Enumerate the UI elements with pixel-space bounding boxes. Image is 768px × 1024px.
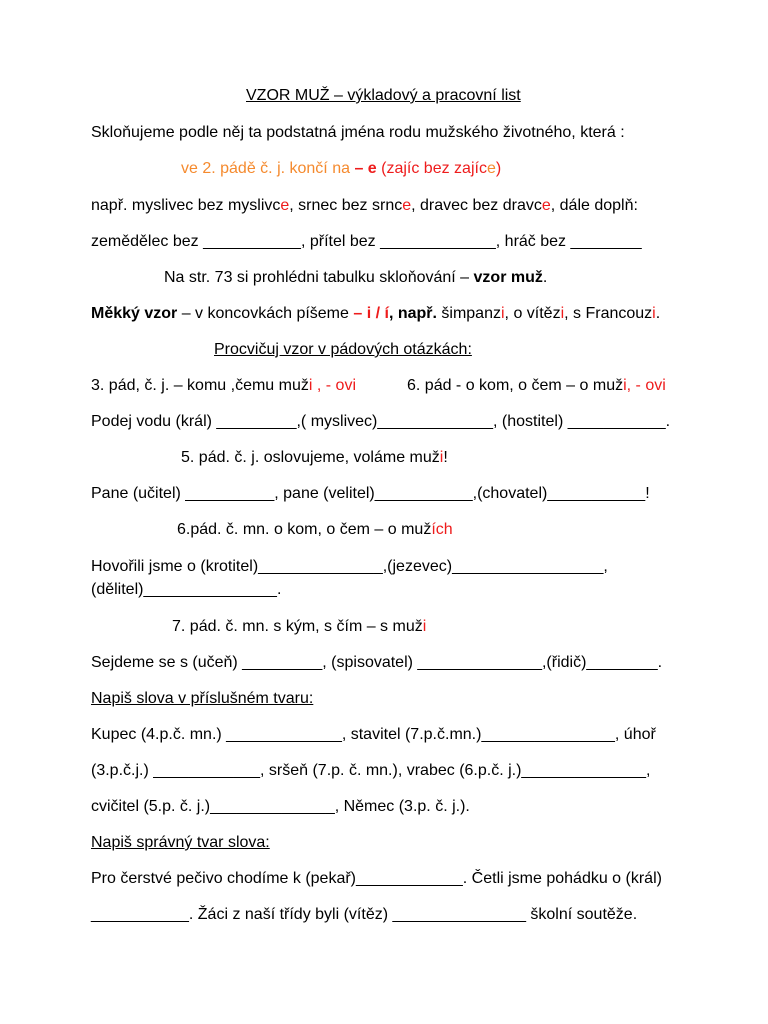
table-note-end: . [542,269,548,286]
task-correct-form-line-1[interactable]: Pro čerstvé pečivo chodíme k (pekař)____________. Četli jsme pohádku o (král) [91,870,662,887]
soft-example: , s Francouz [564,305,653,322]
table-note [164,268,547,288]
task-forms-line-1[interactable]: Kupec (4.p.č. mn.) _____________, stavitel (7.p.č.mn.)_______________, úhoř [91,726,656,743]
soft-example: , o vítěz [504,305,561,322]
case-7-plural-text: 7. pád. č. mn. s kým, s čím – s muž [172,618,423,635]
rule-text: ve 2. pádě č. j. končí na [181,160,355,177]
task-forms-line-3[interactable]: cvičitel (5.p. č. j.)______________, Němec (3.p. č. j.). [91,798,470,815]
case-6-plural [177,520,453,540]
case-3-singular [91,376,356,396]
example-ending: e [541,197,551,214]
task-heading-forms: Napiš slova v příslušném tvaru: [91,690,314,707]
fill-in-line-3[interactable]: Pane (učitel) __________, pane (velitel)___________,(chovatel)___________! [91,485,650,502]
rule-example-ending: e [486,160,496,177]
case-5-end: ! [443,449,448,466]
case-5-singular [181,448,448,468]
case-6-plural-ending: ích [431,521,453,538]
soft-example: šimpanz [436,305,501,322]
soft-example-ending: i [560,305,565,322]
fill-in-line-4[interactable]: Hovořili jsme o (krotitel)______________,(jezevec)_________________, [91,558,608,575]
example-text: , dravec bez dravc [411,197,542,214]
table-note-text: Na str. 73 si prohlédni tabulku skloňování – [164,269,474,286]
soft-example-ending: i [652,305,656,322]
case-6-ending: i, - ovi [623,377,666,394]
soft-pattern-label: Měkký vzor [91,305,178,322]
task-correct-form-line-2[interactable]: ___________. Žáci z naší třídy byli (vítěz) _______________ školní soutěže. [91,906,638,923]
fill-in-line-2[interactable]: Podej vodu (král) _________,( myslivec)_____________, (hostitel) ___________. [91,413,671,430]
example-ending: e [402,197,412,214]
fill-in-line-1[interactable]: zemědělec bez ___________, přítel bez _____________, hráč bez ________ [91,233,642,250]
task-forms-line-2[interactable]: (3.p.č.j.) ____________, sršeň (7.p. č. mn.), vrabec (6.p.č. j.)______________, [91,762,651,779]
page-title: VZOR MUŽ – výkladový a pracovní list [246,87,521,104]
case-5-text: 5. pád. č. j. oslovujeme, voláme muž [181,449,440,466]
case-3-ending: i , - ovi [308,377,356,394]
soft-example-ending: i [500,305,505,322]
case-5-ending: i [439,449,444,466]
intro-text: Skloňujeme podle něj ta podstatná jména rodu mužského životného, která : [91,124,625,141]
soft-pattern-eg: , např. [388,305,437,322]
fill-in-line-4-cont[interactable]: (dělitel)_______________. [91,581,282,598]
case-7-plural-ending: i [422,618,427,635]
case-6-singular [407,376,666,396]
example-ending: e [280,197,290,214]
case-3-text: 3. pád, č. j. – komu ,čemu muž [91,377,309,394]
practice-heading: Procvičuj vzor v pádových otázkách: [214,341,472,358]
example-text: např. myslivec bez myslivc [91,197,281,214]
case-7-plural [172,617,426,637]
ending-rule [181,159,501,179]
case-6-text: 6. pád - o kom, o čem – o muž [407,377,624,394]
soft-example-end: . [655,305,661,322]
soft-pattern-vowels: – i / í [353,305,389,322]
soft-pattern-rule [91,304,660,324]
example-text: , dále doplň: [550,197,638,214]
fill-in-line-5[interactable]: Sejdeme se s (učeň) _________, (spisovatel) ______________,(řidič)________. [91,654,663,671]
examples-line [91,196,638,216]
case-6-plural-text: 6.pád. č. mn. o kom, o čem – o muž [177,521,432,538]
table-note-pattern: vzor muž [473,269,543,286]
soft-pattern-text: – v koncovkách píšeme [177,305,354,322]
task-heading-correct-form: Napiš správný tvar slova: [91,834,270,851]
rule-example-close: ) [495,160,502,177]
rule-ending: – e [354,160,377,177]
rule-example: (zajíc bez zajíc [376,160,487,177]
example-text: , srnec bez srnc [289,197,403,214]
